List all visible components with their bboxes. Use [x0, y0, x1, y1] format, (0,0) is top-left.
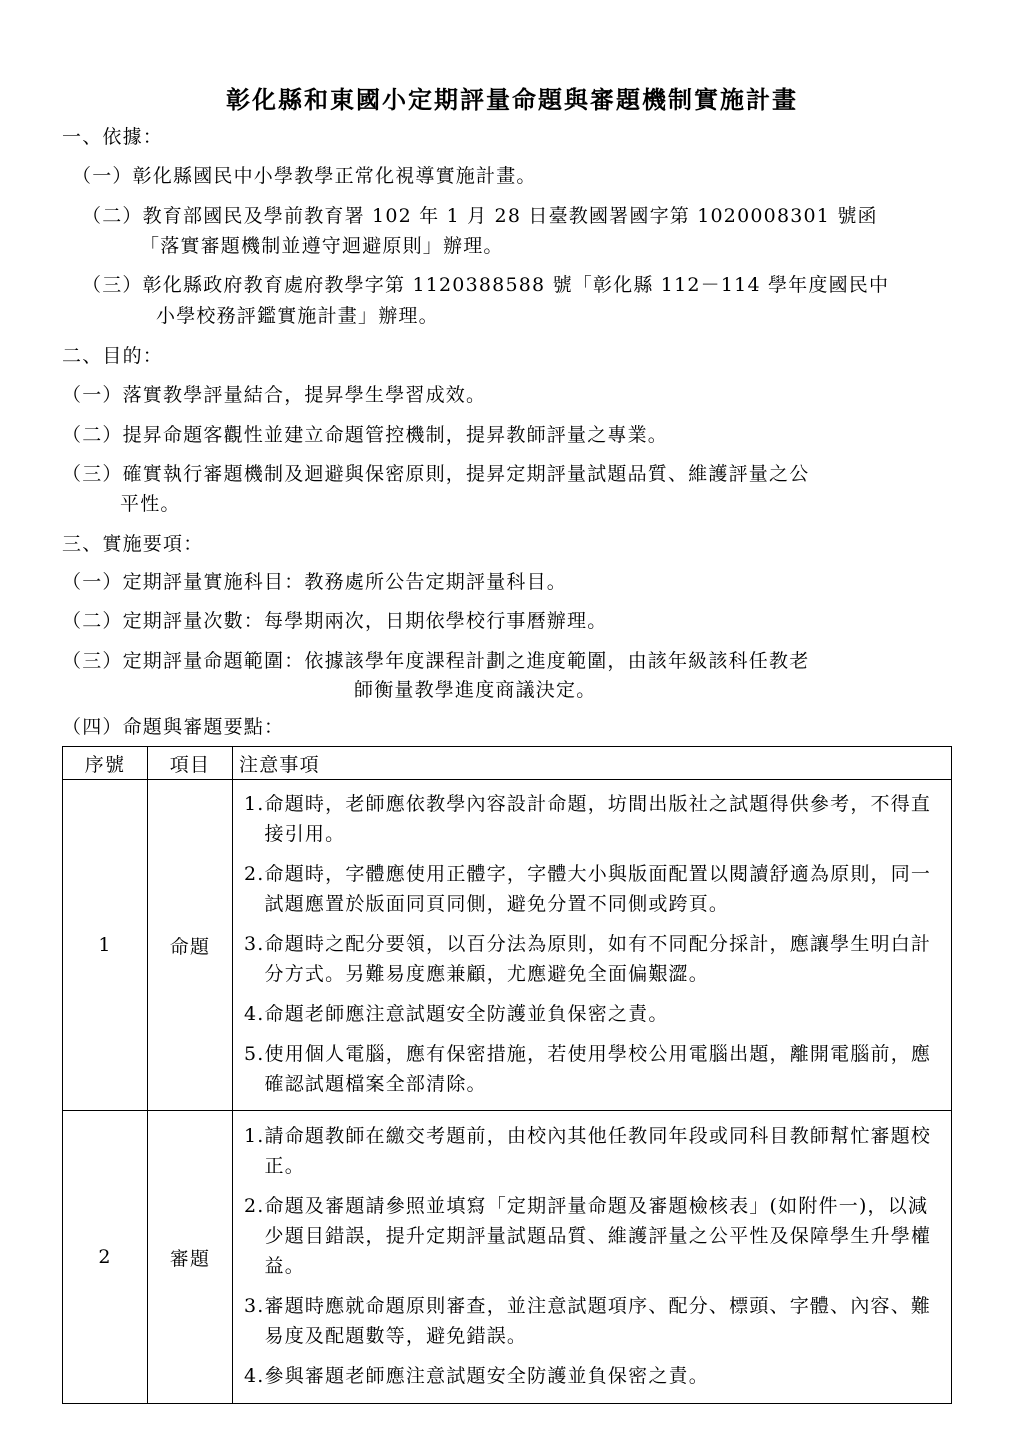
note-item: 5. 使用個人電腦，應有保密措施，若使用學校公用電腦出題，離開電腦前，應確認試題檔案全部清除。 [244, 1043, 932, 1095]
section-3-heading: 三、實施要項： [62, 533, 204, 555]
row-2-item: 審題 [148, 1111, 233, 1404]
note-item: 4. 命題老師應注意試題安全防護並負保密之責。 [244, 1003, 669, 1025]
section-2-item-1: （一）落實教學評量結合，提昇學生學習成效。 [62, 384, 487, 406]
section-2-item-3-line-1: （三）確實執行審題機制及迴避與保密原則，提昇定期評量試題品質、維護評量之公 [62, 463, 810, 485]
table-row [63, 1111, 952, 1404]
section-3-item-1: （一）定期評量實施科目：教務處所公告定期評量科目。 [62, 571, 568, 593]
section-2-item-2: （二）提昇命題客觀性並建立命題管控機制，提昇教師評量之專業。 [62, 424, 669, 446]
section-3-item-4: （四）命題與審題要點： [62, 716, 285, 738]
section-1-item-1: （一）彰化縣國民中小學教學正常化視導實施計畫。 [72, 165, 537, 187]
row-2-serial: 2 [63, 1111, 148, 1404]
row-1-notes [233, 780, 952, 1111]
row-2-notes [233, 1111, 952, 1404]
page-title: 彰化縣和東國小定期評量命題與審題機制實施計畫 [226, 85, 798, 114]
note-item: 2. 命題時，字體應使用正體字，字體大小與版面配置以閱讀舒適為原則，同一試題應置於版面同頁同側，避免分置不同側或跨頁。 [244, 863, 932, 915]
header-notes: 注意事項 [233, 747, 952, 780]
section-1-item-3-line-2: 小學校務評鑑實施計畫」辦理。 [156, 305, 439, 327]
section-3-item-3-line-2: 師衡量教學進度商議決定。 [354, 679, 597, 701]
section-1-item-2-line-1: （二）教育部國民及學前教育署 102 年 1 月 28 日臺教國署國字第 1020008301 號函 [82, 205, 878, 227]
note-item: 1. 命題時，老師應依教學內容設計命題，坊間出版社之試題得供參考，不得直接引用。 [244, 793, 932, 845]
section-3-item-3-line-1: （三）定期評量命題範圍：依據該學年度課程計劃之進度範圍，由該年級該科任教老 [62, 650, 810, 672]
header-serial: 序號 [63, 747, 148, 780]
note-item: 3. 命題時之配分要領，以百分法為原則，如有不同配分採計，應讓學生明白計分方式。另難易度應兼顧，尤應避免全面偏艱澀。 [244, 933, 932, 985]
section-1-item-2-line-2: 「落實審題機制並遵守迴避原則」辦理。 [140, 235, 504, 257]
section-2-heading: 二、目的： [62, 345, 164, 367]
table-header-row [63, 747, 952, 780]
row-1-serial: 1 [63, 780, 148, 1111]
review-guidelines-table [62, 746, 952, 1404]
row-1-item: 命題 [148, 780, 233, 1111]
table-row [63, 780, 952, 1111]
note-item: 3. 審題時應就命題原則審查，並注意試題項序、配分、標頭、字體、內容、難易度及配題數等，避免錯誤。 [244, 1295, 932, 1347]
note-item: 4. 參與審題老師應注意試題安全防護並負保密之責。 [244, 1365, 709, 1387]
note-item: 1. 請命題教師在繳交考題前，由校內其他任教同年段或同科目教師幫忙審題校正。 [244, 1125, 932, 1177]
section-3-item-2: （二）定期評量次數：每學期兩次，日期依學校行事曆辦理。 [62, 610, 608, 632]
note-item: 2. 命題及審題請參照並填寫「定期評量命題及審題檢核表」(如附件一)，以減少題目錯誤，提升定期評量試題品質、維護評量之公平性及保障學生升學權益。 [244, 1195, 932, 1277]
section-2-item-3-line-2: 平性。 [120, 493, 181, 515]
section-1-heading: 一、依據： [62, 126, 164, 148]
section-1-item-3-line-1: （三）彰化縣政府教育處府教學字第 1120388588 號「彰化縣 112－114 學年度國民中 [82, 274, 890, 296]
header-item: 項目 [148, 747, 233, 780]
